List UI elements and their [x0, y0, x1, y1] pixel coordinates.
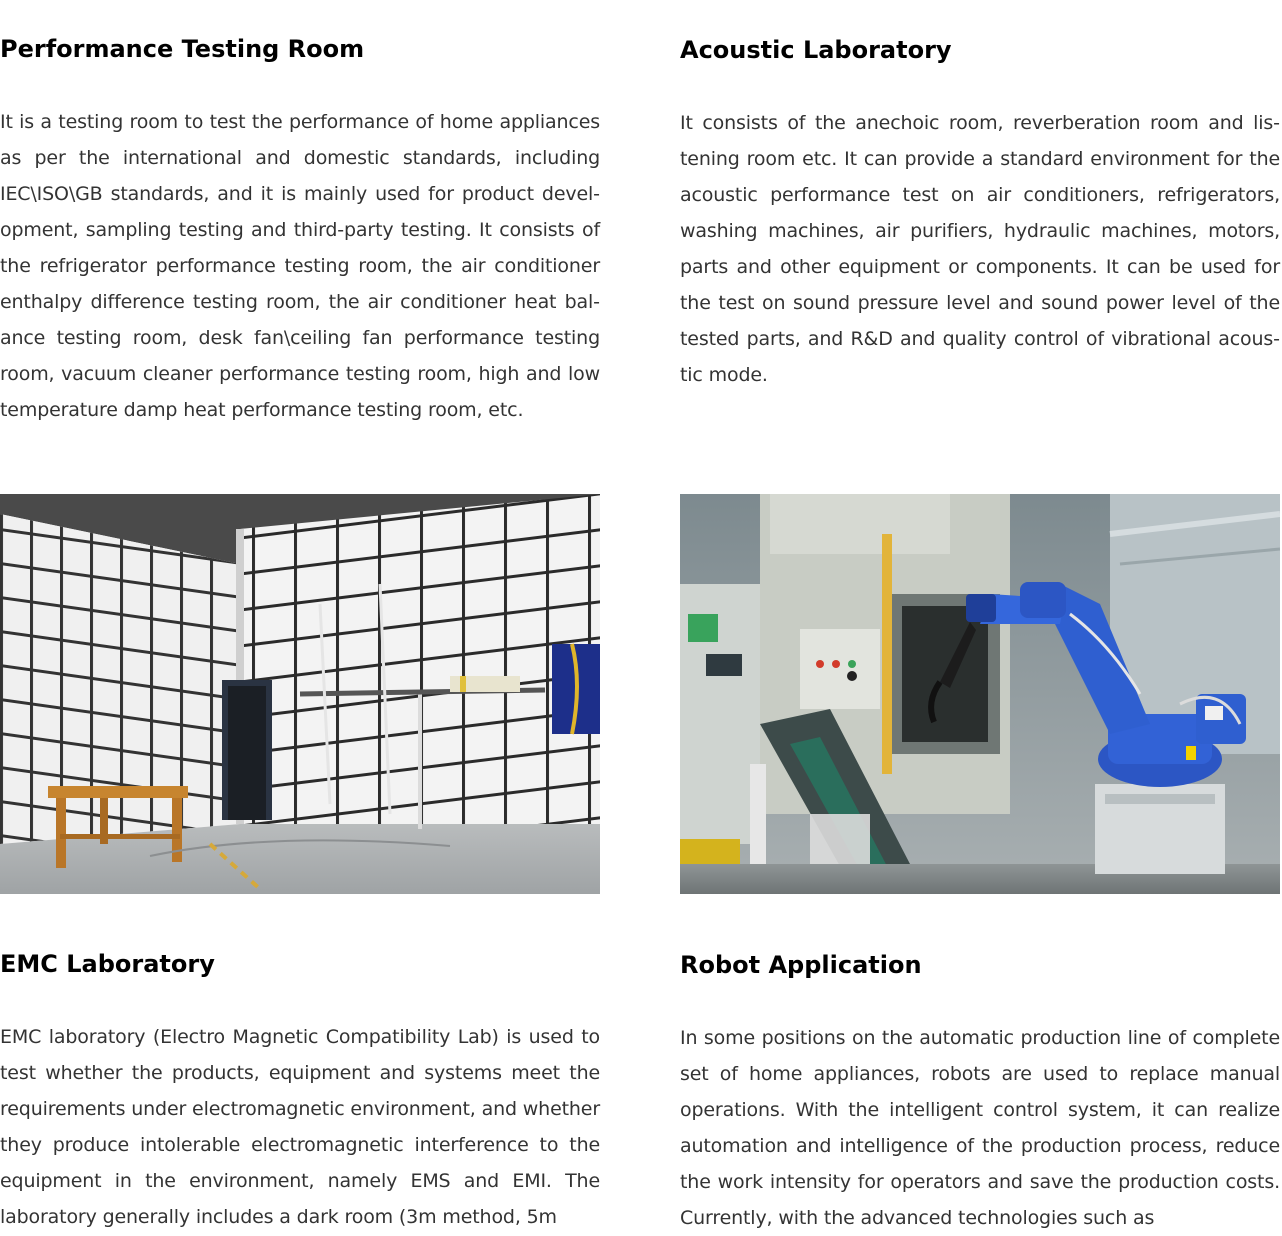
performance-text: It is a testing room to test the performance of home appliances as per the international and domestic standards, including IEC\ISO\GB standards, and it is mainly used for product development, sampling testing and third-party testing. It consists of the refrigerator performance testing room, the air conditioner enthalpy difference testing room, the air conditioner heat balance testing room, desk fan\ceiling fan performance testing room, vacuum cleaner performance testing room, high and low temperature damp heat performance testing room, etc. [0, 111, 600, 421]
robot-arm-illustration [680, 494, 1280, 894]
performance-title: Performance Testing Room [0, 35, 365, 63]
robot-title: Robot Application [680, 951, 922, 979]
column-left [0, 0, 600, 1228]
column-right [680, 0, 1280, 1229]
anechoic-chamber-photo [0, 494, 600, 894]
robot-text: In some positions on the automatic production line of complete set of home appliances, robots are used to replace manual operations. With the intelligent control system, it can realize automation and intelligence of the production process, reduce the work intensity for operators and save the production costs. Currently, with the advanced technologies such as [680, 1027, 1280, 1229]
acoustic-text: It consists of the anechoic room, reverberation room and listening room etc. It can provide a standard environment for the acoustic performance test on air conditioners, refrigerators, washing machines, air purifiers, hydraulic machines, motors, parts and other equipment or components. It can be used for the test on sound pressure level and sound power level of the tested parts, and R&D and quality control of vibrational acoustic mode. [680, 112, 1280, 386]
emc-text: EMC laboratory (Electro Magnetic Compatibility Lab) is used to test whether the products, equipment and systems meet the requirements under electromagnetic environment, and whether they produce intolerable electromagnetic interference to the equipment in the environment, namely EMS and EMI. The laboratory generally includes a dark room (3m method, 5m [0, 1026, 600, 1228]
emc-title: EMC Laboratory [0, 950, 215, 978]
anechoic-chamber-illustration [0, 494, 600, 894]
robot-arm-photo [680, 494, 1280, 894]
acoustic-title: Acoustic Laboratory [680, 36, 952, 64]
